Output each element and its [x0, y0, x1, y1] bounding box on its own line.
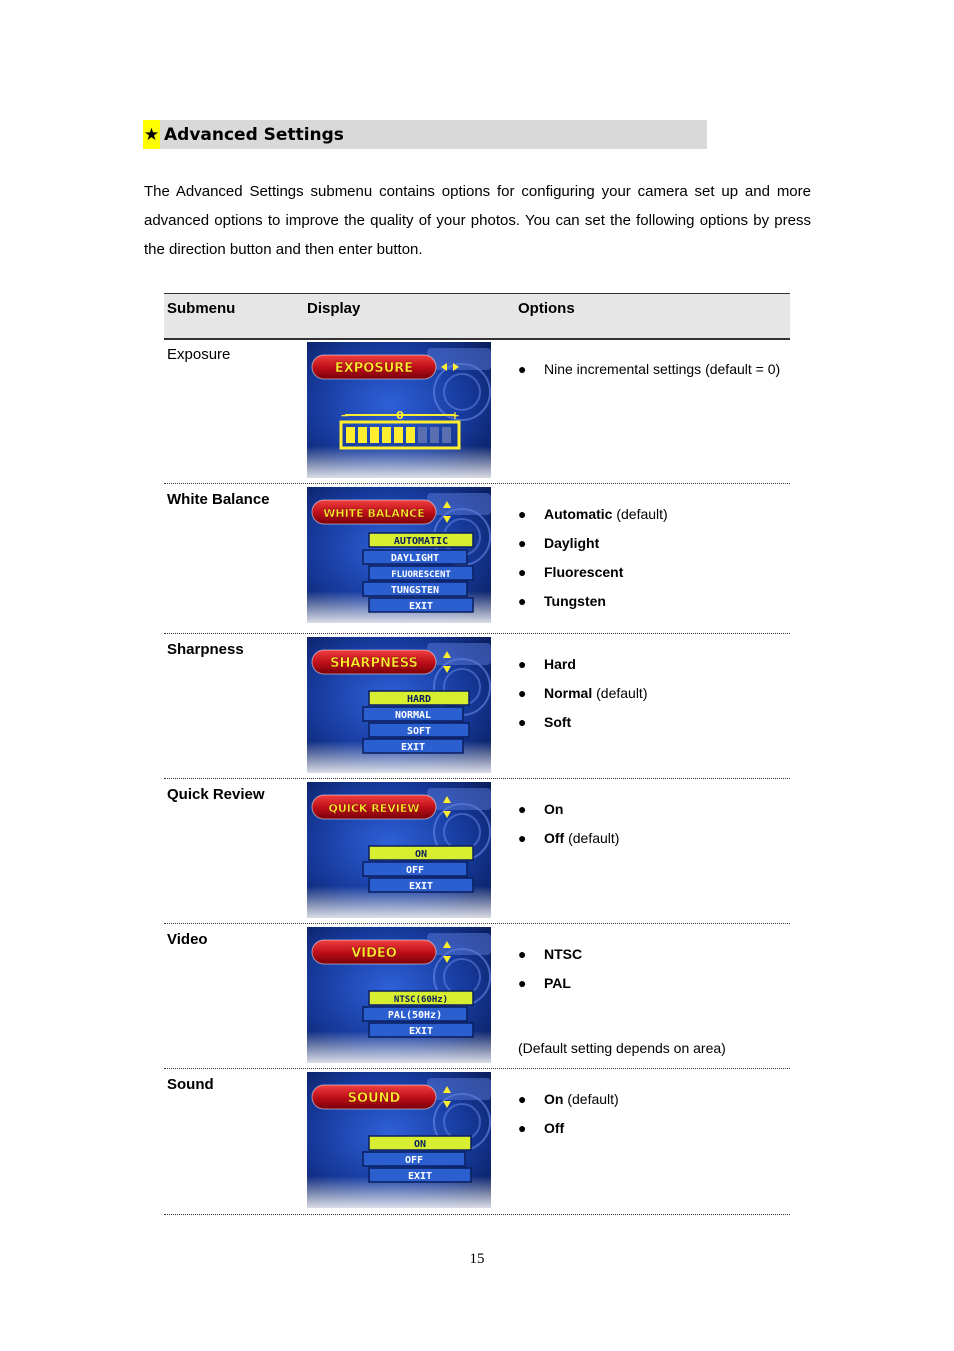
option-name: Tungsten [544, 593, 606, 609]
menu-option-label: TUNGSTEN [390, 585, 440, 596]
option-item [518, 711, 647, 740]
intro-paragraph: The Advanced Settings submenu contains options for configuring your camera set up and more advanced options to improve the quality of your photos. You can set the following options by press the direction button and then enter button. [144, 183, 811, 258]
option-detail: (default) [563, 1091, 619, 1107]
menu-option-label: PAL(50Hz) [387, 1010, 443, 1021]
section-header [143, 120, 707, 149]
table-header [164, 293, 790, 340]
table-row [164, 923, 790, 1069]
menu-option-label: EXIT [408, 601, 434, 612]
exposure-segment [406, 427, 415, 443]
screen-title: SOUND [347, 1091, 401, 1106]
screen-title: WHITE BALANCE [323, 507, 425, 520]
bullet-icon: ● [518, 361, 527, 377]
bullet-icon: ● [518, 564, 527, 580]
option-note: (Default setting depends on area) [518, 1040, 726, 1056]
settings-table [164, 293, 790, 1182]
camera-screen-display [307, 1072, 491, 1208]
option-item [518, 943, 582, 972]
camera-screen-display [307, 927, 491, 1063]
menu-option-label: HARD [406, 694, 432, 705]
bullet-icon: ● [518, 593, 527, 609]
exposure-segment [358, 427, 367, 443]
table-row [164, 338, 790, 484]
screen-title: SHARPNESS [330, 656, 418, 671]
exposure-segment [346, 427, 355, 443]
header-display: Display [307, 300, 361, 317]
option-name: Daylight [544, 535, 600, 551]
header-options: Options [518, 300, 575, 317]
option-item [518, 827, 619, 856]
option-name: Automatic [544, 506, 613, 522]
menu-option-label: DAYLIGHT [390, 553, 440, 564]
options-list [518, 503, 668, 619]
menu-option-label: NTSC(60Hz) [393, 995, 449, 1005]
exposure-segment [430, 427, 439, 443]
option-name: Off [544, 830, 565, 846]
header-submenu: Submenu [167, 300, 236, 317]
submenu-name: Sound [167, 1076, 214, 1093]
bullet-icon: ● [518, 1091, 527, 1107]
option-name: On [544, 801, 564, 817]
menu-option-label: NORMAL [394, 710, 432, 721]
options-list [518, 943, 582, 1001]
exposure-segment [382, 427, 391, 443]
submenu-name: Quick Review [167, 786, 265, 803]
bullet-icon: ● [518, 801, 527, 817]
option-item [518, 503, 668, 532]
camera-screen-display [307, 782, 491, 918]
menu-option-label: SOFT [406, 726, 432, 737]
option-name: Normal [544, 685, 593, 701]
option-name: Hard [544, 656, 576, 672]
option-item [518, 682, 647, 711]
option-item [518, 590, 668, 619]
bullet-icon: ● [518, 714, 527, 730]
menu-option-label: OFF [405, 865, 425, 876]
submenu-name: Video [167, 931, 208, 948]
menu-option-label: ON [414, 849, 428, 860]
option-item [518, 1117, 619, 1146]
option-item [518, 798, 619, 827]
screen-title: QUICK REVIEW [328, 802, 420, 815]
exposure-segment [394, 427, 403, 443]
bullet-icon: ● [518, 946, 527, 962]
camera-screen-display [307, 637, 491, 773]
option-name: NTSC [544, 946, 583, 962]
option-name: Fluorescent [544, 564, 624, 580]
bullet-icon: ● [518, 685, 527, 701]
table-row [164, 778, 790, 924]
table-row [164, 633, 790, 779]
bullet-icon: ● [518, 975, 527, 991]
menu-option-label: EXIT [408, 1026, 434, 1037]
exposure-segment [442, 427, 451, 443]
exposure-label-plus: + [450, 409, 460, 422]
page-number: 15 [469, 1251, 485, 1267]
option-name: PAL [544, 975, 571, 991]
screen-title: EXPOSURE [334, 361, 414, 376]
options-list [518, 798, 619, 856]
options-list [518, 1088, 619, 1146]
section-title: Advanced Settings [164, 124, 344, 145]
table-row [164, 483, 790, 634]
option-item [518, 653, 647, 682]
exposure-label-zero: 0 [396, 409, 404, 422]
option-item [518, 532, 668, 561]
menu-option-label: AUTOMATIC [393, 536, 449, 547]
submenu-name: Sharpness [167, 641, 244, 658]
option-name: On [544, 1091, 564, 1107]
options-list [518, 358, 780, 387]
option-detail: (default) [612, 506, 668, 522]
menu-option-label: EXIT [400, 742, 426, 753]
options-list [518, 653, 647, 740]
screen-title: VIDEO [351, 946, 397, 961]
bullet-icon: ● [518, 506, 527, 522]
option-item [518, 358, 780, 387]
menu-option-label: ON [413, 1139, 427, 1150]
option-name: Soft [544, 714, 572, 730]
option-item [518, 1088, 619, 1117]
bullet-icon: ● [518, 1120, 527, 1136]
option-detail: (default) [564, 830, 620, 846]
exposure-segment [370, 427, 379, 443]
option-name: Off [544, 1120, 565, 1136]
table-row [164, 1068, 790, 1215]
camera-screen-display [307, 487, 491, 623]
exposure-label-minus: − [340, 409, 350, 422]
bullet-icon: ● [518, 830, 527, 846]
camera-screen-display [307, 342, 491, 478]
menu-option-label: EXIT [407, 1171, 433, 1182]
option-detail: Nine incremental settings (default = 0) [544, 361, 781, 377]
option-item [518, 972, 582, 1001]
option-item [518, 561, 668, 590]
bullet-icon: ● [518, 656, 527, 672]
submenu-name: Exposure [167, 346, 231, 363]
exposure-segment [418, 427, 427, 443]
star-icon: ★ [143, 120, 160, 149]
menu-option-label: FLUORESCENT [391, 570, 451, 580]
submenu-name: White Balance [167, 491, 270, 508]
menu-option-label: OFF [404, 1155, 424, 1166]
option-detail: (default) [592, 685, 648, 701]
menu-option-label: EXIT [408, 881, 434, 892]
bullet-icon: ● [518, 535, 527, 551]
